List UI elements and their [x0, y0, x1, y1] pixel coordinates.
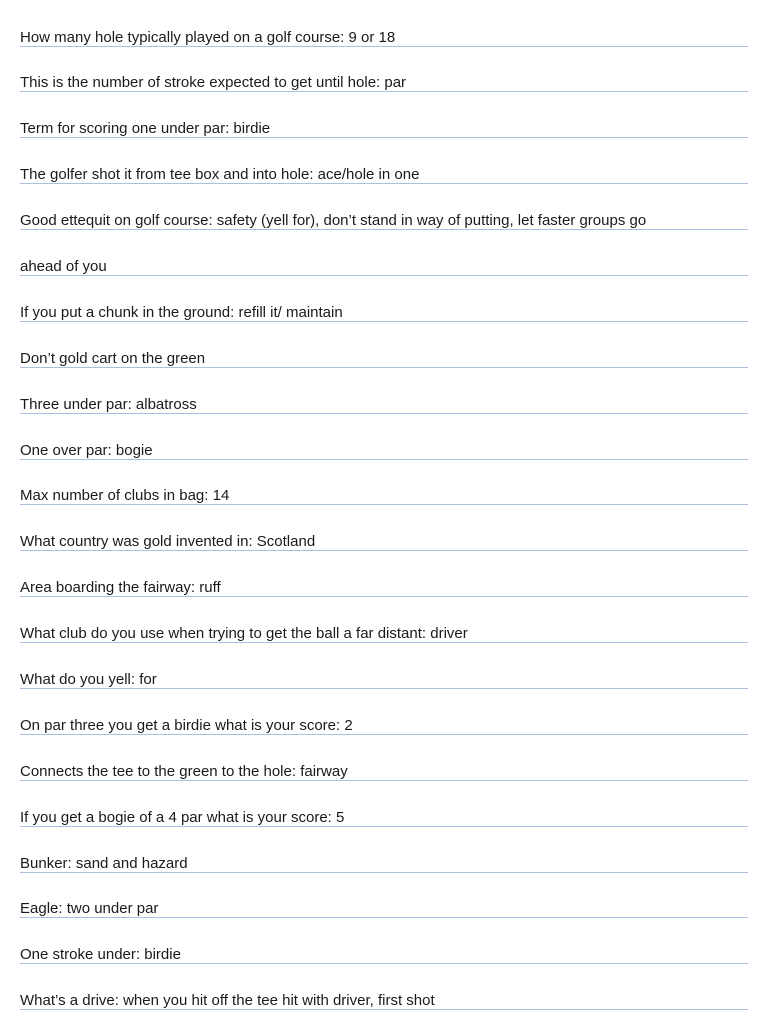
note-line-text: If you put a chunk in the ground: refill it/ maintain — [20, 303, 343, 321]
note-line[interactable] — [20, 322, 748, 368]
note-line[interactable] — [20, 689, 748, 735]
note-line[interactable] — [20, 643, 748, 689]
note-line[interactable] — [20, 551, 748, 597]
note-line-text: How many hole typically played on a golf course: 9 or 18 — [20, 28, 396, 46]
note-line[interactable] — [20, 138, 748, 184]
note-line-text: Eagle: two under par — [20, 900, 159, 918]
note-line-text: One stroke under: birdie — [20, 946, 181, 964]
note-line[interactable] — [20, 597, 748, 643]
note-line[interactable] — [20, 0, 748, 47]
note-line-text: If you get a bogie of a 4 par what is your score: 5 — [20, 808, 345, 826]
note-line-text: Area boarding the fairway: ruff — [20, 579, 221, 597]
note-line-text: What’s a drive: when you hit off the tee hit with driver, first shot — [20, 992, 435, 1010]
note-line[interactable] — [20, 230, 748, 276]
note-line[interactable] — [20, 92, 748, 138]
note-line-text: What club do you use when trying to get the ball a far distant: driver — [20, 625, 468, 643]
note-line[interactable] — [20, 368, 748, 414]
note-line-text: Connects the tee to the green to the hole: fairway — [20, 762, 348, 780]
note-line[interactable] — [20, 781, 748, 827]
note-line-text: Max number of clubs in bag: 14 — [20, 487, 230, 505]
note-line-text: On par three you get a birdie what is your score: 2 — [20, 716, 353, 734]
note-line-text: Term for scoring one under par: birdie — [20, 120, 271, 138]
note-line[interactable] — [20, 276, 748, 322]
note-line-text: What country was gold invented in: Scotland — [20, 533, 316, 551]
note-line[interactable] — [20, 47, 748, 93]
note-line[interactable] — [20, 918, 748, 964]
note-line[interactable] — [20, 964, 748, 1010]
note-line-text: ahead of you — [20, 257, 107, 275]
note-line-text: What do you yell: for — [20, 670, 157, 688]
note-line[interactable] — [20, 827, 748, 873]
note-line-text: The golfer shot it from tee box and into hole: ace/hole in one — [20, 166, 420, 184]
note-line[interactable] — [20, 460, 748, 506]
note-line[interactable] — [20, 735, 748, 781]
note-line-text: One over par: bogie — [20, 441, 153, 459]
note-line-text: Don’t gold cart on the green — [20, 349, 206, 367]
note-line[interactable] — [20, 414, 748, 460]
note-line[interactable] — [20, 873, 748, 919]
note-line[interactable] — [20, 184, 748, 230]
note-line-text: Three under par: albatross — [20, 395, 197, 413]
note-line-text: This is the number of stroke expected to get until hole: par — [20, 74, 407, 92]
note-line-text: Bunker: sand and hazard — [20, 854, 188, 872]
note-line[interactable] — [20, 505, 748, 551]
note-line-text: Good ettequit on golf course: safety (yell for), don’t stand in way of putting, let faster groups go — [20, 212, 647, 230]
